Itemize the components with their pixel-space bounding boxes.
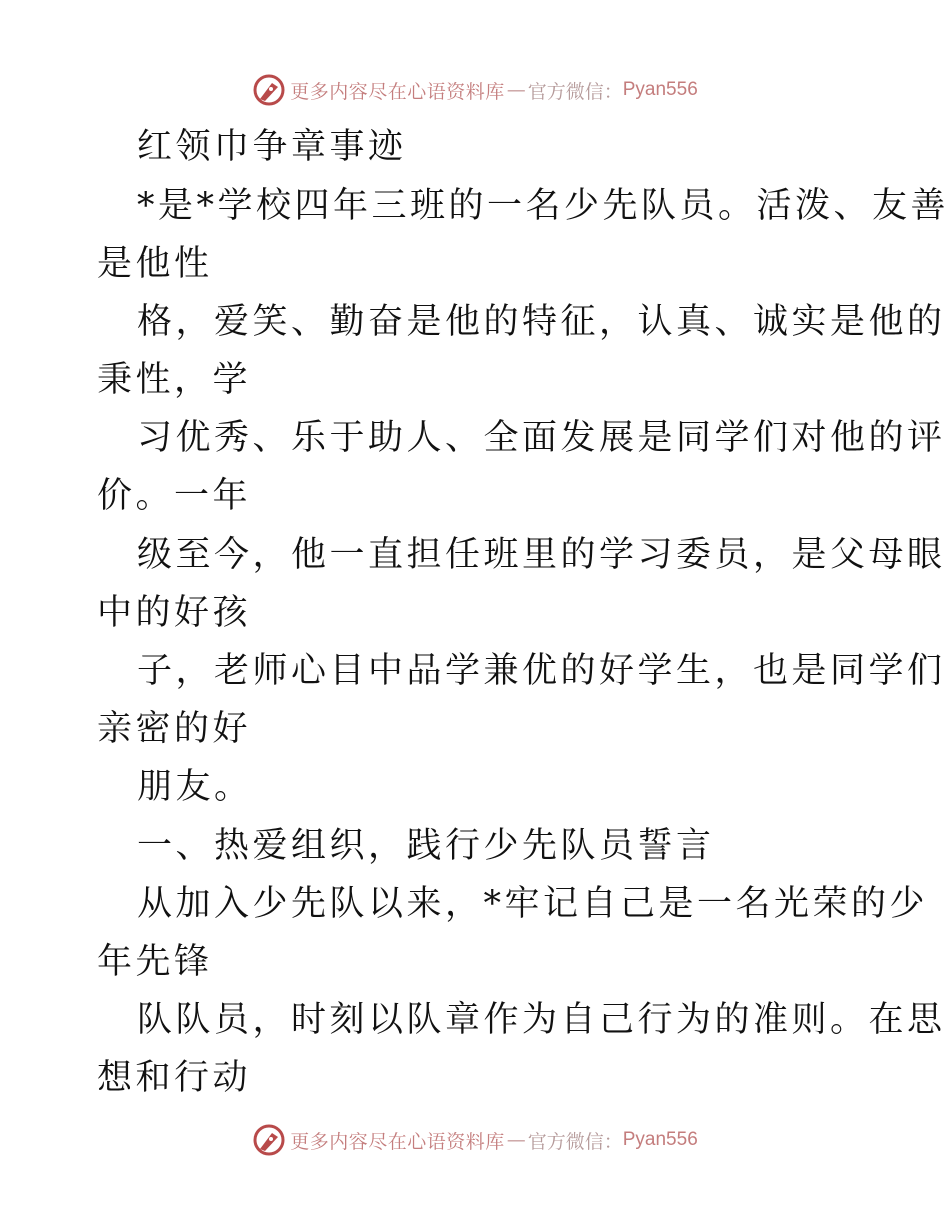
- section-heading: 一、热爱组织，践行少先队员誓言: [137, 826, 715, 866]
- paragraph-line: 格，爱笑、勤奋是他的特征，认真、诚实是他的: [137, 302, 946, 342]
- watermark-wechat-id: Pyan556: [622, 1129, 698, 1150]
- watermark-wechat-id: Pyan556: [622, 79, 698, 100]
- watermark-text: 更多内容尽在心语资料库: [290, 80, 505, 103]
- paragraph-line: 价。一年: [97, 476, 252, 516]
- watermark-text: 更多内容尽在心语资料库: [290, 1130, 505, 1153]
- watermark-wechat-label: 官方微信：: [527, 80, 623, 103]
- paragraph-line: 队队员，时刻以队章作为自己行为的准则。在思: [137, 1000, 946, 1040]
- paragraph-line: 朋友。: [137, 767, 253, 807]
- paragraph-line: *是*学校四年三班的一名少先队员。活泼、友善: [137, 186, 950, 226]
- footer-watermark: [0, 1120, 950, 1160]
- watermark-wechat-label: 官方微信：: [527, 1130, 623, 1153]
- paragraph-line: 年先锋: [97, 942, 213, 982]
- document-title: 红领巾争章事迹: [137, 127, 407, 167]
- watermark-separator: —: [506, 1129, 526, 1151]
- paragraph-line: 中的好孩: [97, 593, 252, 633]
- paragraph-line: 想和行动: [97, 1058, 252, 1098]
- paragraph-line: 秉性，学: [97, 360, 252, 400]
- paragraph-line: 子，老师心目中品学兼优的好学生，也是同学们: [137, 651, 946, 691]
- paragraph-line: 是他性: [97, 244, 213, 284]
- pen-nib-logo-icon: [252, 1123, 286, 1157]
- paragraph-line: 亲密的好: [97, 709, 252, 749]
- paragraph-line: 级至今，他一直担任班里的学习委员，是父母眼: [137, 535, 946, 575]
- paragraph-line: 习优秀、乐于助人、全面发展是同学们对他的评: [137, 418, 946, 458]
- pen-nib-logo-icon: [252, 73, 286, 107]
- header-watermark: [0, 70, 950, 110]
- paragraph-line: 从加入少先队以来，*牢记自己是一名光荣的少: [137, 884, 929, 924]
- watermark-separator: —: [506, 79, 526, 101]
